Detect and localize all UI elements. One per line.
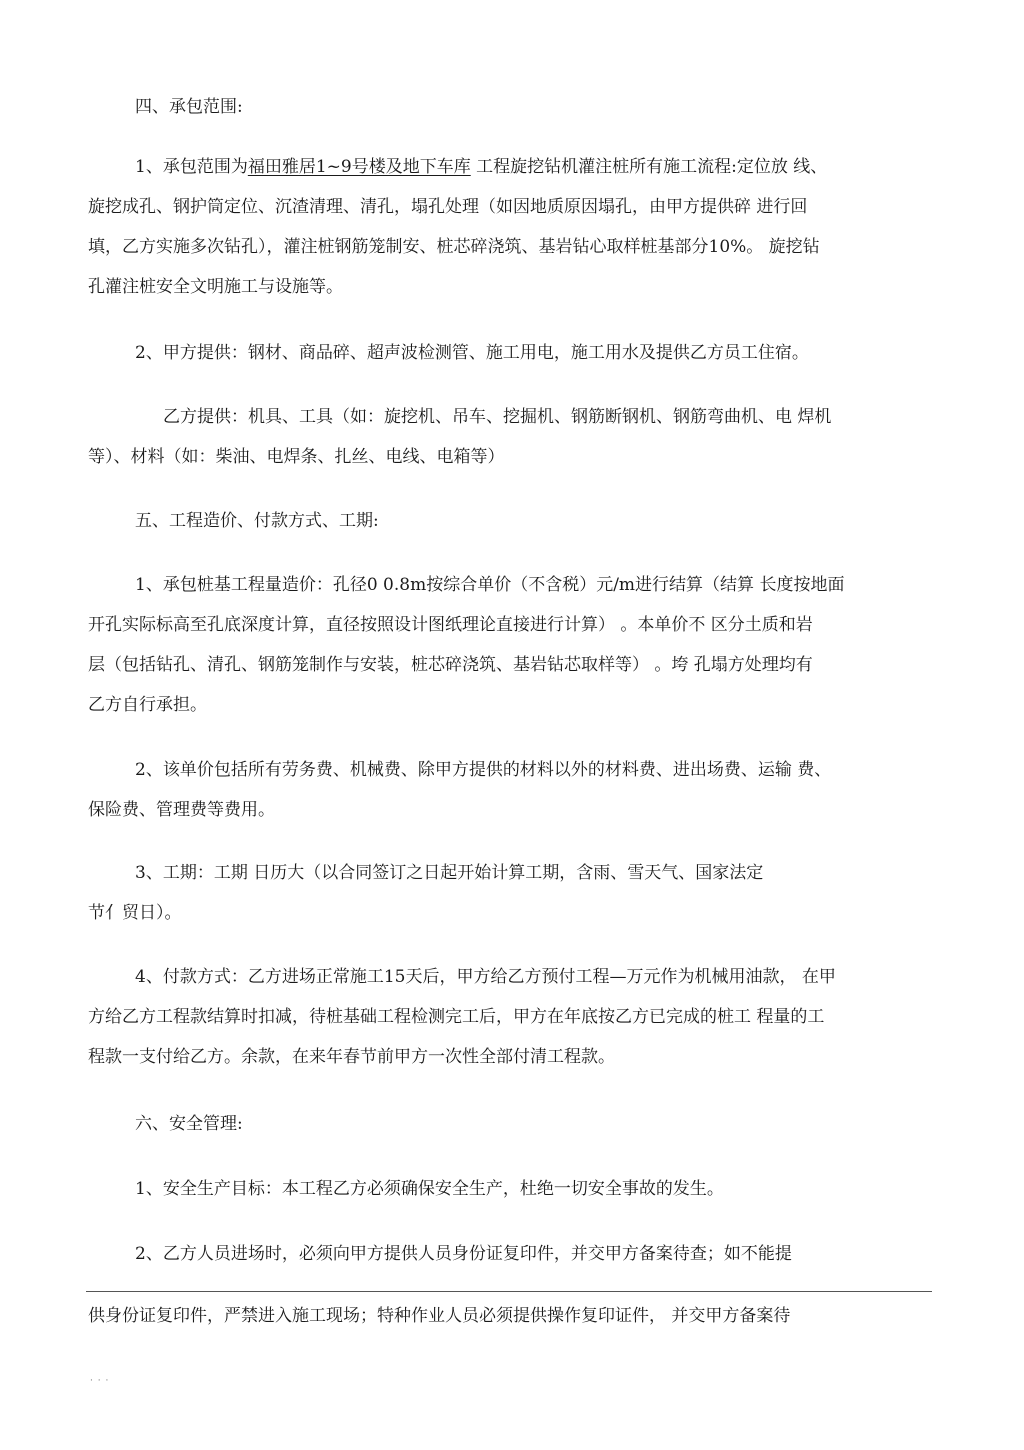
- section-4-para-2: 2、甲方提供：钢材、商品碎、超声波检测管、施工用电，施工用水及提供乙方员工住宿。: [135, 343, 809, 363]
- section-5-para-3-line-2: 节亻贸日）。: [88, 903, 182, 923]
- section-4-heading: 四、承包范围:: [135, 97, 243, 117]
- section-6-para-2-line-1: 2、乙方人员进场时，必须向甲方提供人员身份证复印件，并交甲方备案待查；如不能提: [135, 1244, 792, 1264]
- section-5-para-4-line-3: 程款一支付给乙方。余款，在来年春节前甲方一次性全部付清工程款。: [88, 1047, 615, 1067]
- footer-dots: · · ·: [90, 1376, 110, 1386]
- section-6-para-2-line-2: 供身份证复印件，严禁进入施工现场；特种作业人员必须提供操作复印证件， 并交甲方备案待: [88, 1306, 791, 1326]
- text-run: 1、承包范围为: [135, 157, 248, 177]
- section-4-para-1-line-2: 旋挖成孔、钢护筒定位、沉渣清理、清孔，塌孔处理（如因地质原因塌孔，由甲方提供碎 进行回: [88, 197, 808, 217]
- text-run: 工程旋挖钻机灌注桩所有施工流程:定位放 线、: [470, 157, 828, 177]
- section-6-para-1: 1、安全生产目标：本工程乙方必须确保安全生产，杜绝一切安全事故的发生。: [135, 1179, 724, 1199]
- section-5-para-1-line-4: 乙方自行承担。: [88, 695, 207, 715]
- section-5-para-2-line-1: 2、该单价包括所有劳务费、机械费、除甲方提供的材料以外的材料费、进出场费、运输 费、: [135, 760, 832, 780]
- section-4-para-3-line-2: 等）、材料（如：柴油、电焊条、扎丝、电线、电箱等）: [88, 447, 505, 467]
- section-5-para-1-line-3: 层（包括钻孔、清孔、钢筋笼制作与安装，桩芯碎浇筑、基岩钻芯取样等） 。垮 孔塌方处理均有: [88, 655, 813, 675]
- section-5-para-1-line-1: 1、承包桩基工程量造价：孔径0 0.8m按综合单价（不含税）元/m进行结算（结算 长度按地面: [135, 575, 845, 595]
- section-6-heading: 六、安全管理:: [135, 1114, 243, 1134]
- section-5-para-4-line-2: 方给乙方工程款结算时扣减，待桩基础工程检测完工后，甲方在年底按乙方已完成的桩工 程量的工: [88, 1007, 825, 1027]
- page-break-rule: [86, 1291, 932, 1292]
- section-4-para-1-line-3: 填，乙方实施多次钻孔），灌注桩钢筋笼制安、桩芯碎浇筑、基岩钻心取样桩基部分10%。 旋挖钻: [88, 237, 820, 257]
- section-5-heading: 五、工程造价、付款方式、工期:: [135, 511, 379, 531]
- section-4-para-1-line-4: 孔灌注桩安全文明施工与设施等。: [88, 277, 343, 297]
- section-4-para-3-line-1: 乙方提供：机具、工具（如：旋挖机、吊车、挖掘机、钢筋断钢机、钢筋弯曲机、电 焊机: [163, 407, 832, 427]
- section-5-para-3-line-1: 3、工期：工期 日历大（以合同签订之日起开始计算工期，含雨、雪天气、国家法定: [135, 863, 764, 883]
- section-4-para-1-line-1: [135, 156, 827, 178]
- section-5-para-4-line-1: 4、付款方式：乙方进场正常施工15天后，甲方给乙方预付工程—万元作为机械用油款， 在甲: [135, 967, 836, 987]
- section-5-para-2-line-2: 保险费、管理费等费用。: [88, 800, 275, 820]
- section-5-para-1-line-2: 开孔实际标高至孔底深度计算，直径按照设计图纸理论直接进行计算） 。本单价不 区分土质和岩: [88, 615, 813, 635]
- project-name: 福田雅居1~9号楼及地下车库: [247, 157, 471, 177]
